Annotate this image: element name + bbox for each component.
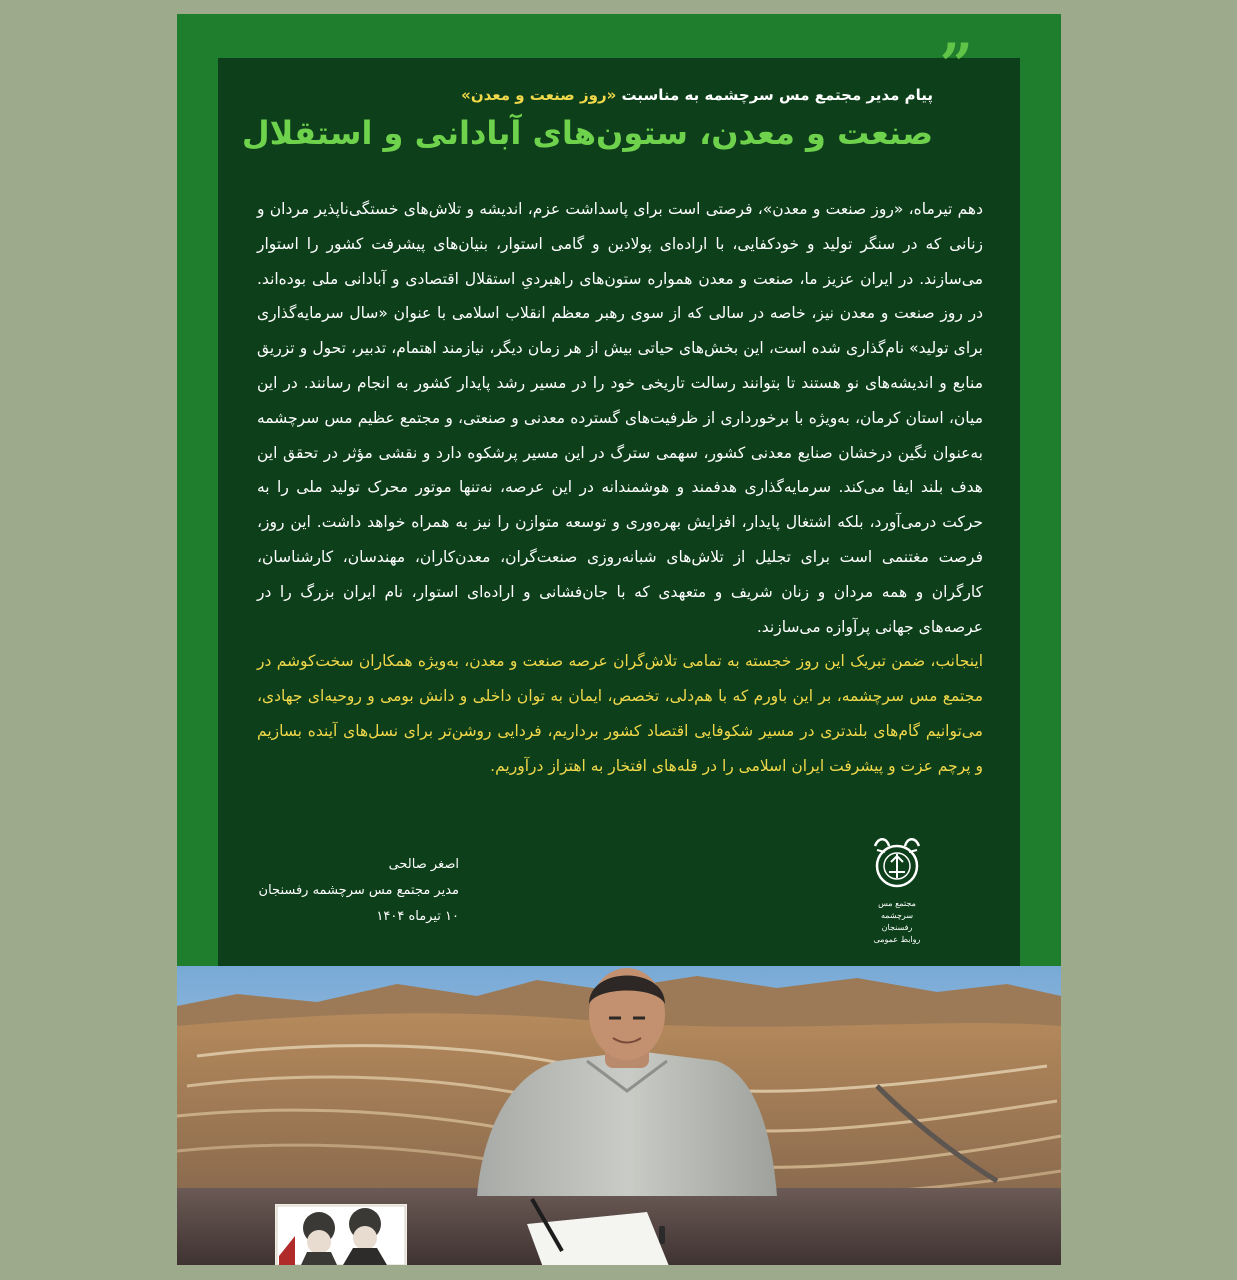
signature bbox=[239, 852, 459, 930]
logo-caption: مجتمع مس سرچشمه رفسنجان bbox=[878, 899, 916, 932]
subtitle bbox=[177, 86, 933, 104]
company-logo bbox=[865, 832, 929, 946]
page-title: صنعت و معدن، ستون‌های آبادانی و استقلال bbox=[241, 114, 933, 152]
quote-mark-icon: ” bbox=[939, 31, 973, 99]
message-body bbox=[257, 192, 983, 784]
company-emblem-icon bbox=[867, 832, 927, 894]
subtitle-highlight: «روز صنعت و معدن» bbox=[461, 86, 617, 104]
signature-date: ۱۰ تیرماه ۱۴۰۴ bbox=[376, 909, 459, 924]
body-paragraph-1: دهم تیرماه، «روز صنعت و معدن»، فرصتی است برای پاسداشت عزم، اندیشه و تلاش‌های خستگی‌ناپذیر مردان و زنانی که در سنگر تولید و خودکفایی، با اراده‌ای پولادین و گامی استوار، بنیان‌های پیشرفت کشور را استوار می‌سازند. در ایران عزیز ما، صنعت و معدن همواره ستون‌های راهبردیِ استقلال اقتصادی و آبادانی ملی بوده‌اند. در روز صنعت و معدن نیز، خاصه در سالی که از سوی رهبر معظم انقلاب اسلامی با عنوان «سال سرمایه‌گذاری برای تولید» نام‌گذاری شده است، این بخش‌های حیاتی بیش از هر زمان دیگر، نیازمند اهتمام، تدبیر، تحول و تزریق منابع و اندیشه‌های نو هستند تا بتوانند رسالت تاریخی خود را در مسیر رشد پایدار کشور به انجام رسانند. در این میان، استان کرمان، به‌ویژه با برخورداری از ظرفیت‌های گسترده معدنی و صنعتی، و مجتمع عظیم مس سرچشمه به‌عنوان نگین درخشان صنایع معدنی کشور، سهمی سترگ در این مسیر پرشکوه دارد و نقشی مؤثر در تحقق این هدف بلند ایفا می‌کند. سرمایه‌گذاری هدفمند و هوشمندانه در این عرصه، نه‌تنها موتور محرک تولید ملی را به حرکت درمی‌آورد، بلکه اشتغال پایدار، افزایش بهره‌وری و توسعه متوازن را نیز به همراه خواهد داشت. این روز، فرصت مغتنمی است برای تجلیل از تلاش‌های شبانه‌روزی صنعت‌گران، معدن‌کاران، مهندسان، کارشناسان، کارگران و همه مردان و زنان شریف و متعهدی که با جان‌فشانی و اراده‌ای استوار، نام ایران بزرگ را در عرصه‌های جهانی پرآوازه می‌سازند. bbox=[257, 200, 983, 636]
logo-subcaption: روابط عمومی bbox=[873, 935, 921, 944]
signature-name: اصغر صالحی bbox=[388, 857, 459, 872]
hero-photo bbox=[177, 966, 1061, 1265]
signature-role: مدیر مجتمع مس سرچشمه رفسنجان bbox=[258, 883, 459, 898]
poster bbox=[177, 14, 1061, 1265]
body-paragraph-2: اینجانب، ضمن تبریک این روز خجسته به تمامی تلاش‌گران عرصه صنعت و معدن، به‌ویژه همکاران سخت‌کوشم در مجتمع مس سرچشمه، بر این باورم که با هم‌دلی، تخصص، ایمان به توان داخلی و دانش بومی و روحیه‌ای جهادی، می‌توانیم گام‌های بلندتری در مسیر شکوفایی اقتصاد کشور برداریم، فردایی روشن‌تر برای نسل‌های آینده بسازیم و پرچم عزت و پیشرفت ایران اسلامی را در قله‌های افتخار به اهتزاز درآوریم. bbox=[257, 652, 983, 775]
subtitle-prefix: پیام مدیر مجتمع مس سرچشمه به مناسبت bbox=[621, 86, 933, 104]
